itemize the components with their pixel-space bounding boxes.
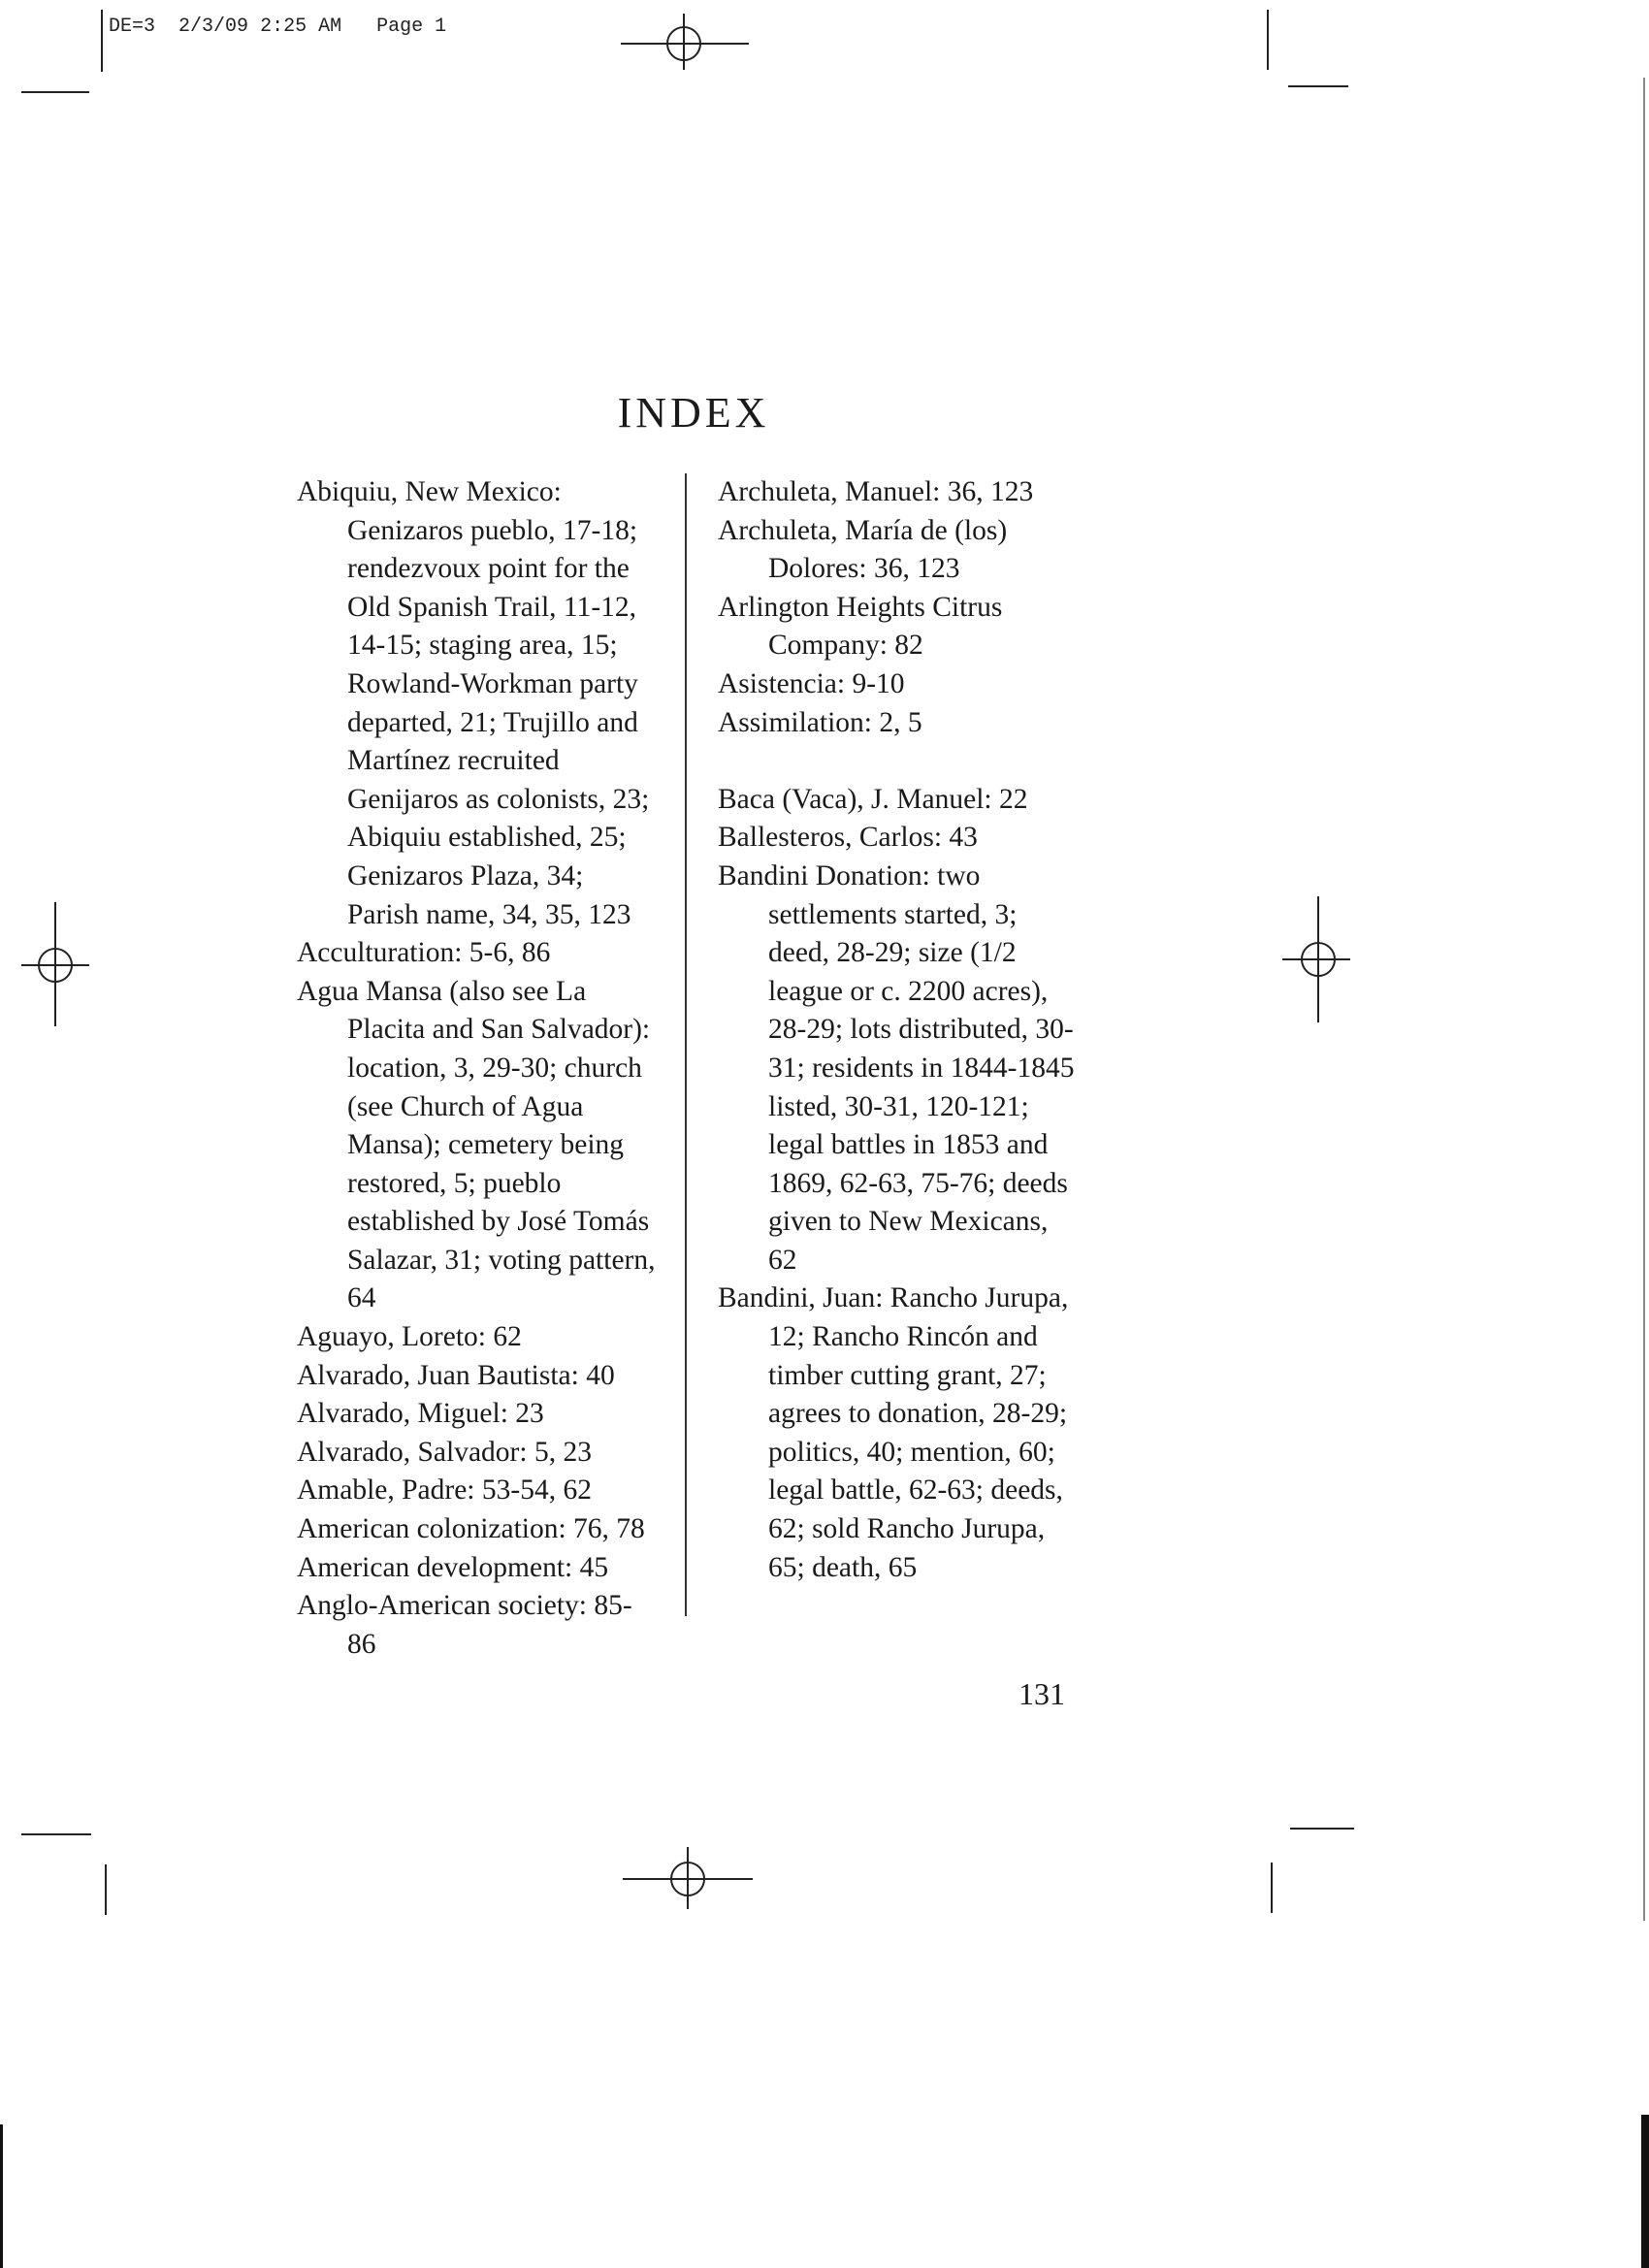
letter-gap xyxy=(718,742,1077,781)
index-entry: Amable, Padre: 53-54, 62 xyxy=(297,1474,592,1507)
index-entry: Agua Mansa (also see La Placita and San Salvador): location, 3, 29-30; church (see Church of Agua Mansa); cemetery being restored, 5; pueblo established by José Tomás Salazar, 31; voting pattern, 64 xyxy=(297,975,656,1314)
index-group-b xyxy=(718,781,1077,1587)
index-entry: Arlington Heights Citrus Company: 82 xyxy=(718,591,1003,662)
index-entry: Abiquiu, New Mexico: Genizaros pueblo, 17-18; rendezvoux point for the Old Spanish Trail, 11-12, 14-15; staging area, 15; Rowland-Workman party departed, 21; Trujillo and Martínez recruited Genijaros as colonists, 23; Abiquiu established, 25; Genizaros Plaza, 34; Parish name, 34, 35, 123 xyxy=(297,476,650,930)
index-entry: American colonization: 76, 78 xyxy=(297,1513,645,1545)
index-entry: Bandini Donation: two settlements started, 3; deed, 28-29; size (1/2 league or c. 2200 acres), 28-29; lots distributed, 30-31; residents in 1844-1845 listed, 30-31, 120-121; legal battles in 1853 and 1869, 62-63, 75-76; deeds given to New Mexicans, 62 xyxy=(718,859,1075,1276)
index-entry: Bandini, Juan: Rancho Jurupa, 12; Rancho Rincón and timber cutting grant, 27; agrees to donation, 28-29; politics, 40; mention, 60; legal battle, 62-63; deeds, 62; sold Rancho Jurupa, 65; death, 65 xyxy=(718,1282,1069,1583)
index-column-right xyxy=(718,473,1077,1587)
scan-edge-right-dark xyxy=(1641,2115,1649,2268)
column-divider xyxy=(685,473,687,1616)
scan-edge-right xyxy=(1643,78,1645,1921)
index-entry: Alvarado, Miguel: 23 xyxy=(297,1398,544,1430)
index-entry: Alvarado, Juan Bautista: 40 xyxy=(297,1359,615,1391)
index-column-left xyxy=(297,473,656,1664)
slug-page: Page 1 xyxy=(376,16,447,38)
index-entry: Alvarado, Salvador: 5, 23 xyxy=(297,1436,592,1468)
index-entry: Aguayo, Loreto: 62 xyxy=(297,1321,522,1353)
index-entry: Assimilation: 2, 5 xyxy=(718,706,922,738)
index-entry: Baca (Vaca), J. Manuel: 22 xyxy=(718,783,1028,815)
index-entry: Archuleta, Manuel: 36, 123 xyxy=(718,476,1034,507)
slug-date: 2/3/09 xyxy=(178,16,249,38)
scan-edge-left xyxy=(0,2124,3,2268)
index-entry: American development: 45 xyxy=(297,1551,609,1583)
slug-file: DE=3 xyxy=(109,16,156,38)
crop-mark-top-left-vertical xyxy=(101,10,103,72)
crop-mark-top-right-horizontal xyxy=(1288,85,1348,87)
index-entry: Asistencia: 9-10 xyxy=(718,667,905,699)
index-entry: Anglo-American society: 85-86 xyxy=(297,1590,632,1660)
slug-time: 2:25 AM xyxy=(260,16,342,38)
index-entry: Ballesteros, Carlos: 43 xyxy=(718,822,978,854)
crop-mark-top-left-horizontal xyxy=(21,91,89,93)
crop-mark-bottom-right-horizontal xyxy=(1290,1828,1354,1830)
crop-mark-top-right-vertical xyxy=(1267,10,1269,70)
index-entry: Archuleta, María de (los) Dolores: 36, 123 xyxy=(718,514,1008,585)
index-entry: Acculturation: 5-6, 86 xyxy=(297,937,551,969)
printer-slug xyxy=(109,16,446,38)
crop-mark-bottom-left-horizontal xyxy=(21,1833,91,1835)
crop-mark-bottom-right-vertical xyxy=(1271,1863,1273,1913)
crop-mark-bottom-left-vertical-2 xyxy=(105,1864,107,1915)
page-number: 131 xyxy=(1018,1676,1065,1711)
index-group-a xyxy=(718,473,1077,742)
page-title: INDEX xyxy=(617,389,770,437)
